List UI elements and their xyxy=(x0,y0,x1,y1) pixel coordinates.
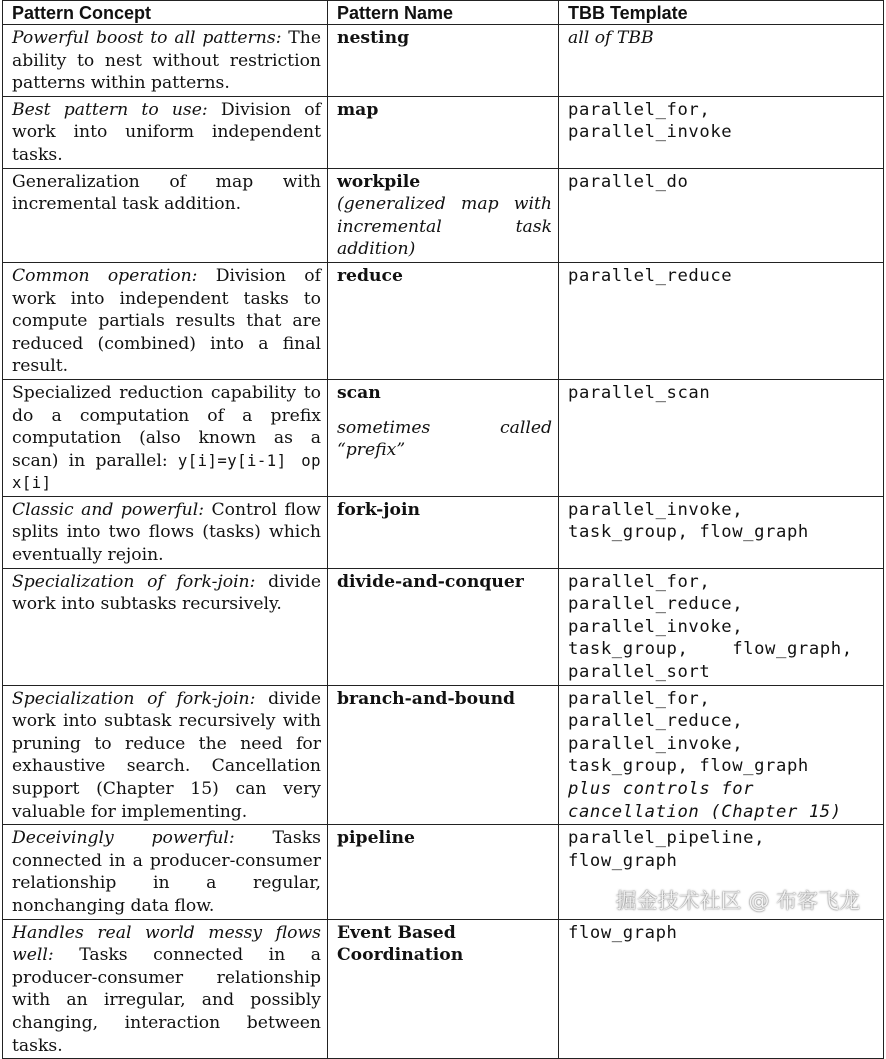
concept-cell xyxy=(3,685,328,825)
concept-text: Division of work into uniform independent tasks. xyxy=(12,99,321,165)
header-tbb-template: TBB Template xyxy=(559,1,884,25)
table-row xyxy=(3,496,884,568)
name-cell xyxy=(328,262,559,379)
template-line: task_group, flow_graph, xyxy=(568,639,853,660)
name-cell xyxy=(328,379,559,496)
name-cell xyxy=(328,168,559,262)
header-row xyxy=(3,1,884,25)
template-line: flow_graph xyxy=(568,850,678,871)
watermark: 掘金技术社区 @ 布客飞龙 xyxy=(615,889,860,913)
concept-lead: Deceivingly powerful: xyxy=(12,828,235,849)
concept-text: Generalization of map with incremental task addition. xyxy=(12,171,321,215)
name-cell xyxy=(328,25,559,97)
concept-cell xyxy=(3,168,328,262)
template-line: parallel_scan xyxy=(568,382,711,403)
table-row xyxy=(3,168,884,262)
concept-text: Division of work into independent tasks to compute partials results that are reduced (combined) into a final result. xyxy=(12,265,322,377)
pattern-name: reduce xyxy=(337,265,403,286)
template-cell xyxy=(559,496,884,568)
template-line: parallel_for, xyxy=(568,688,711,709)
template-line: flow_graph xyxy=(568,922,678,943)
concept-cell xyxy=(3,96,328,168)
concept-lead: Powerful boost to all patterns: xyxy=(12,28,282,48)
pattern-name: branch-and-bound xyxy=(337,688,516,709)
template-cell xyxy=(559,919,884,1059)
template-line: task_group, flow_graph xyxy=(568,522,809,543)
concept-cell xyxy=(3,919,328,1059)
pattern-name: fork-join xyxy=(337,499,420,520)
table-row xyxy=(3,685,884,825)
concept-text: The ability to nest without restriction patterns within patterns. xyxy=(12,28,322,94)
concept-text: divide work into subtasks recursively. xyxy=(12,571,321,615)
template-line: parallel_invoke, xyxy=(568,499,744,520)
pattern-name: map xyxy=(337,99,379,120)
template-italic-line: cancellation (Chapter 15) xyxy=(568,801,842,822)
template-line: parallel_invoke, xyxy=(568,733,744,754)
pattern-name: divide-and-conquer xyxy=(337,571,524,592)
pattern-name: pipeline xyxy=(337,828,415,849)
concept-cell xyxy=(3,496,328,568)
template-cell xyxy=(559,96,884,168)
template-line: parallel_invoke, xyxy=(568,616,744,637)
table-row xyxy=(3,919,884,1059)
template-cell xyxy=(559,262,884,379)
name-cell xyxy=(328,568,559,685)
name-cell xyxy=(328,96,559,168)
concept-lead: Specialization of fork-join: xyxy=(12,688,256,709)
concept-lead: Best pattern to use: xyxy=(12,99,208,120)
pattern-name: scan xyxy=(337,382,381,403)
template-cell xyxy=(559,379,884,496)
template-line: parallel_pipeline, xyxy=(568,828,766,849)
header-pattern-name: Pattern Name xyxy=(328,1,559,25)
concept-text: Tasks connected in a producer-consumer relationship with an irregular, and possibly changing, interaction between tasks. xyxy=(12,945,321,1056)
template-line: all of TBB xyxy=(568,28,654,48)
name-cell xyxy=(328,825,559,919)
name-cell xyxy=(328,919,559,1059)
template-cell xyxy=(559,25,884,97)
concept-cell xyxy=(3,379,328,496)
concept-cell xyxy=(3,25,328,97)
template-line: parallel_do xyxy=(568,171,689,192)
concept-lead: Specialization of fork-join: xyxy=(12,571,256,592)
concept-cell xyxy=(3,262,328,379)
concept-cell xyxy=(3,825,328,919)
table-row xyxy=(3,25,884,97)
template-line: parallel_reduce, xyxy=(568,594,744,615)
template-line: parallel_sort xyxy=(568,662,711,683)
pattern-name: workpile xyxy=(337,171,421,192)
template-line: parallel_for, xyxy=(568,571,711,592)
concept-text: Tasks connected in a producer-consumer relationship in a regular, nonchanging data flow. xyxy=(12,828,321,916)
table-row xyxy=(3,96,884,168)
template-line: parallel_reduce xyxy=(568,265,733,286)
pattern-name: nesting xyxy=(337,28,410,48)
concept-lead: Handles real world messy flows well: xyxy=(12,922,321,966)
template-cell xyxy=(559,685,884,825)
name-cell xyxy=(328,685,559,825)
concept-text: Specialized reduction capability to do a computation of a prefix computation (also known as a scan) in parallel: xyxy=(12,382,321,471)
template-cell xyxy=(559,168,884,262)
concept-cell xyxy=(3,568,328,685)
table-row xyxy=(3,568,884,685)
concept-code: y[i]=y[i-1] op x[i] xyxy=(12,451,321,493)
template-line: task_group, flow_graph xyxy=(568,756,809,777)
template-cell xyxy=(559,568,884,685)
concept-lead: Classic and powerful: xyxy=(12,499,205,520)
concept-text: Control flow splits into two flows (tasks) which eventually rejoin. xyxy=(12,499,321,566)
template-line: parallel_invoke xyxy=(568,122,733,143)
pattern-note: sometimes called “prefix” xyxy=(337,417,552,461)
name-cell xyxy=(328,496,559,568)
concept-lead: Common operation: xyxy=(12,265,198,286)
template-line: parallel_reduce, xyxy=(568,711,744,732)
concept-text: divide work into subtask recursively with pruning to reduce the need for exhaustive search. Cancellation support (Chapter 15) can very valuable for implementing. xyxy=(12,688,321,822)
template-line: parallel_for, xyxy=(568,99,711,120)
table-row xyxy=(3,379,884,496)
pattern-note: (generalized map with incremental task addition) xyxy=(337,194,552,260)
pattern-name: Event Based Coordination xyxy=(337,922,464,966)
header-pattern-concept: Pattern Concept xyxy=(3,1,328,25)
table-row xyxy=(3,262,884,379)
template-italic-line: plus controls for xyxy=(568,779,755,799)
